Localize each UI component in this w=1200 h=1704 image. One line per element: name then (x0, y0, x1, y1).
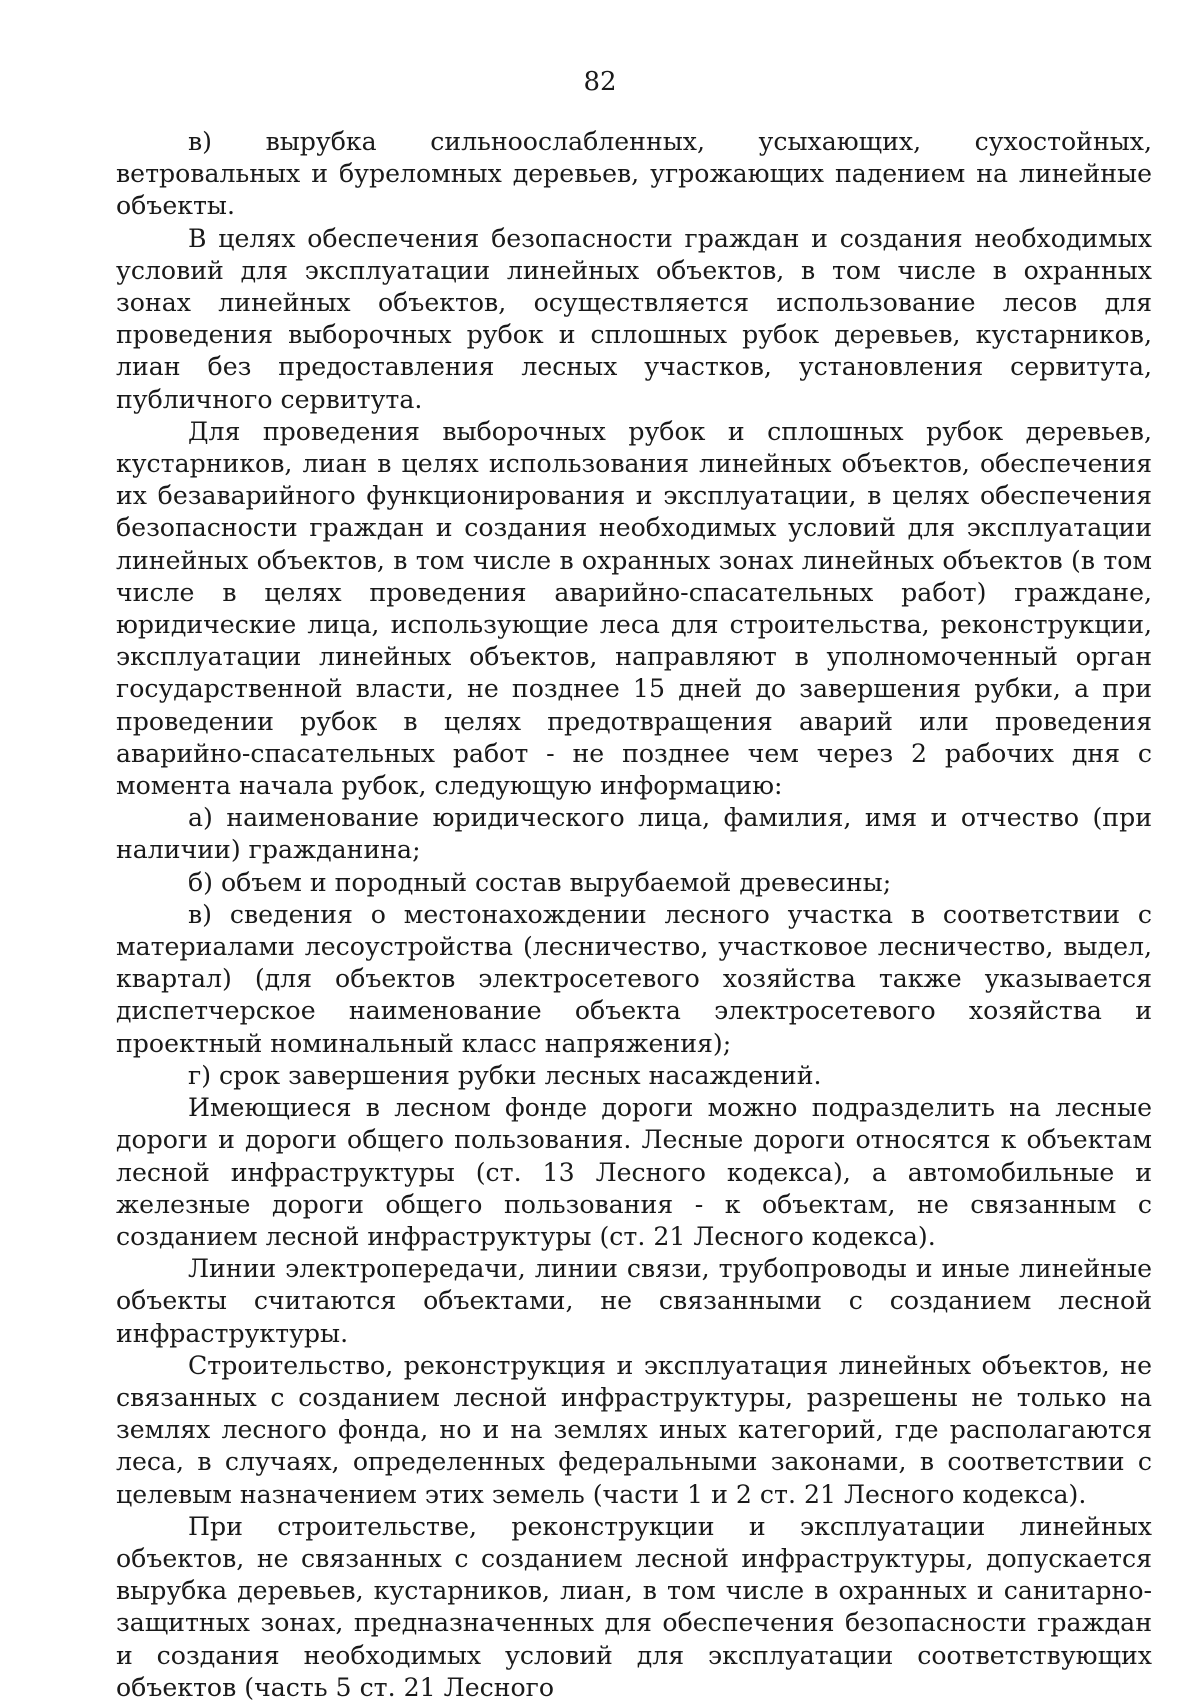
list-item-b-volume: б) объем и породный состав вырубаемой древесины; (188, 867, 892, 897)
paragraph-felling-notification: Для проведения выборочных рубок и сплошных рубок деревьев, кустарников, лиан в целях использования линейных объектов, обеспечения их безаварийного функционирования и эксплуатации, в целях обеспечения безопасности граждан и создания необходимых условий для эксплуатации линейных объектов, в том числе в охранных зонах линейных объектов (в том числе в целях проведения аварийно-спасательных работ) граждане, юридические лица, использующие леса для строительства, реконструкции, эксплуатации линейных объектов, направляют в уполномоченный орган государственной власти, не позднее 15 дней до завершения рубки, а при проведении рубок в целях предотвращения аварий или проведения аварийно-спасательных работ - не позднее чем через 2 рабочих дня с момента начала рубок, следующую информацию: (116, 416, 1152, 801)
paragraph-linear-objects: Линии электропередачи, линии связи, трубопроводы и иные линейные объекты считаются объектами, не связанными с созданием лесной инфраструктуры. (116, 1254, 1152, 1348)
page-number: 82 (583, 67, 617, 97)
list-item-a-name: а) наименование юридического лица, фамилия, имя и отчество (при наличии) гражданина; (116, 803, 1152, 865)
paragraph-construction-felling: При строительстве, реконструкции и эксплуатации линейных объектов, не связанных с созданием лесной инфраструктуры, допускается вырубка деревьев, кустарников, лиан, в том числе в охранных и санитарно-защитных зонах, предназначенных для обеспечения безопасности граждан и создания необходимых условий для эксплуатации соответствующих объектов (часть 5 ст. 21 Лесного (116, 1511, 1152, 1702)
list-item-g-deadline: г) срок завершения рубки лесных насаждений. (188, 1060, 822, 1090)
paragraph-construction-lands: Строительство, реконструкция и эксплуатация линейных объектов, не связанных с созданием лесной инфраструктуры, разрешены не только на землях лесного фонда, но и на землях иных категорий, где располагаются леса, в случаях, определенных федеральными законами, в соответствии с целевым назначением этих земель (части 1 и 2 ст. 21 Лесного кодекса). (116, 1350, 1152, 1509)
paragraph-forest-roads: Имеющиеся в лесном фонде дороги можно подразделить на лесные дороги и дороги общего пользования. Лесные дороги относятся к объектам лесной инфраструктуры (ст. 13 Лесного кодекса), а автомобильные и железные дороги общего пользования - к объектам, не связанным с созданием лесной инфраструктуры (ст. 21 Лесного кодекса). (116, 1093, 1152, 1251)
document-body (116, 126, 1152, 1704)
paragraph-item-v-felling: в) вырубка сильноослабленных, усыхающих, сухостойных, ветровальных и буреломных деревьев, угрожающих падением на линейные объекты. (116, 127, 1152, 221)
list-item-v-location: в) сведения о местонахождении лесного участка в соответствии с материалами лесоустройства (лесничество, участковое лесничество, выдел, квартал) (для объектов электросетевого хозяйства также указывается диспетчерское наименование объекта электросетевого хозяйства и проектный номинальный класс напряжения); (116, 899, 1152, 1058)
paragraph-safety-purpose: В целях обеспечения безопасности граждан и создания необходимых условий для эксплуатации линейных объектов, в том числе в охранных зонах линейных объектов, осуществляется использование лесов для проведения выборочных рубок и сплошных рубок деревьев, кустарников, лиан без предоставления лесных участков, установления сервитута, публичного сервитута. (116, 223, 1152, 414)
